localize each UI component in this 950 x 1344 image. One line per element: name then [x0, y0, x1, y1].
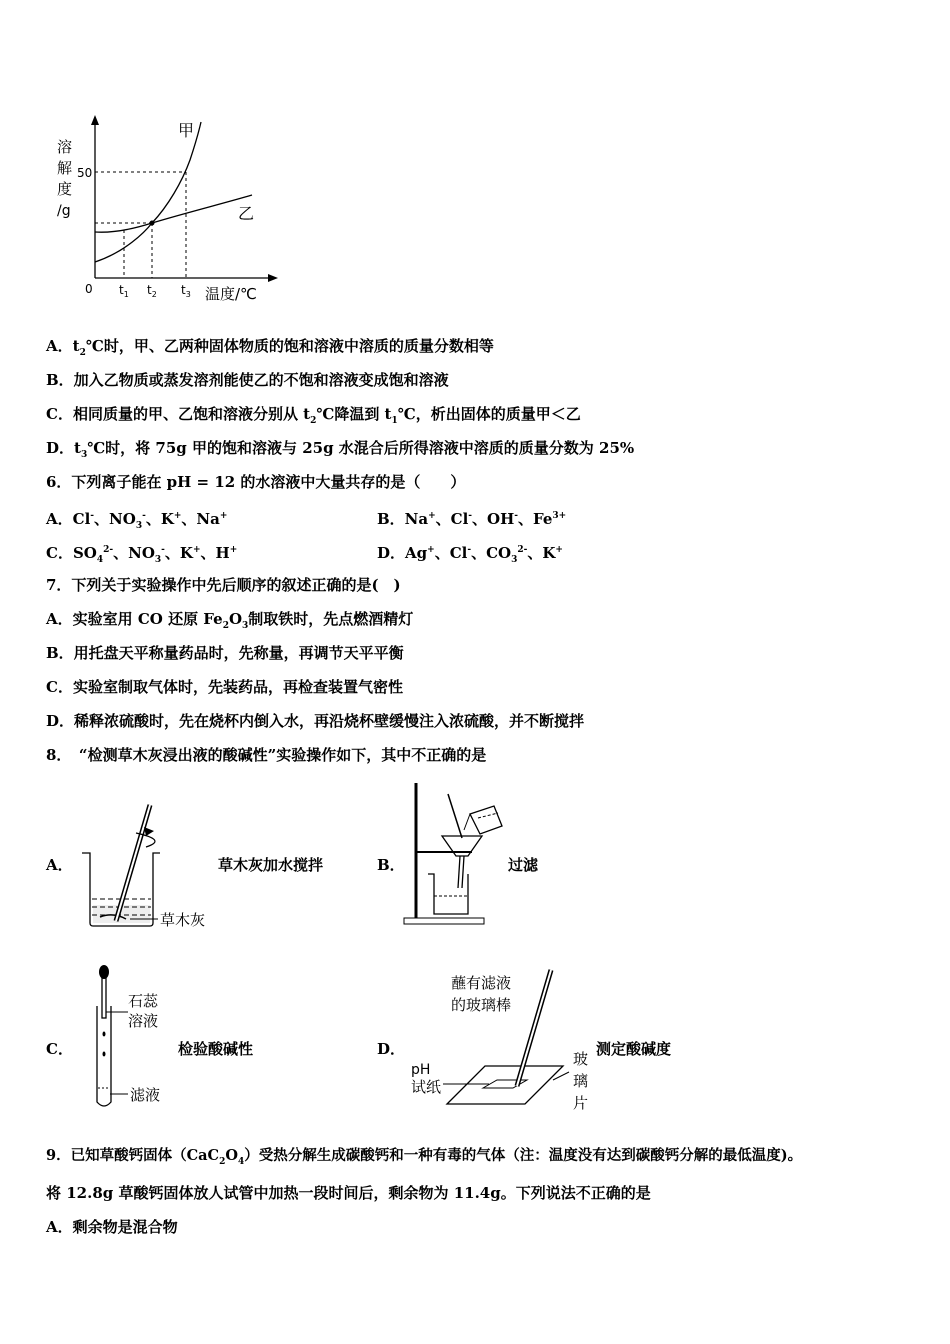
q5-option-a: A．$t_2℃$时，甲、乙两种固体物质的饱和溶液中溶质的质量分数相等: [46, 337, 494, 358]
x-tick-t3: t: [181, 283, 186, 297]
label-litmus-1: 石蕊: [128, 992, 159, 1010]
x-tick-t1: t: [119, 283, 124, 297]
svg-text:t1: [119, 283, 129, 299]
y-label-3: 度: [57, 180, 73, 198]
intersection-point: [150, 221, 155, 226]
q9-option-a: A．剩余物是混合物: [46, 1218, 178, 1236]
q8-c-caption: 检验酸碱性: [178, 1040, 254, 1058]
origin-label: 0: [85, 282, 93, 296]
x-tick-t3-sub: 3: [185, 290, 191, 299]
q7-option-a: A．实验室用 CO 还原 $Fe_2O_3$制取铁时，先点燃酒精灯: [46, 610, 414, 631]
q6-option-a: A．Cl-、$NO_3^-$、K+、Na+: [46, 510, 228, 531]
curve-jia: [95, 122, 201, 262]
label-ph-2: 试纸: [411, 1078, 442, 1096]
q7-option-b: B．用托盘天平称量药品时，先称量，再调节天平平衡: [46, 644, 404, 662]
curve-yi: [95, 195, 255, 232]
q5-option-c: C．相同质量的甲、乙饱和溶液分别从 $t_2℃$降温到 $t_1℃$，析出固体的质量甲＜乙: [46, 405, 581, 426]
q8-a-letter: A．: [46, 856, 73, 874]
ph-paper-figure: [405, 962, 600, 1117]
label-glass-3: 片: [573, 1094, 589, 1112]
q7-stem: 7．下列关于实验操作中先后顺序的叙述正确的是( ): [46, 576, 401, 594]
curve-jia-label: 甲: [178, 121, 195, 140]
q8-b-caption: 过滤: [508, 856, 539, 874]
solubility-graph: [50, 110, 280, 310]
label-ph-1: pH: [411, 1062, 431, 1078]
y-tick-50: 50: [77, 166, 93, 180]
filtration-figure: [400, 778, 510, 928]
label-filtrate: 滤液: [130, 1086, 161, 1104]
svg-text:t3: [181, 283, 191, 299]
q8-d-caption: 测定酸碱度: [596, 1040, 672, 1058]
beaker-stirring-figure: [78, 795, 228, 935]
label-ash: 草木灰: [160, 911, 206, 929]
q5-option-b: B．加入乙物质或蒸发溶剂能使乙的不饱和溶液变成饱和溶液: [46, 371, 449, 389]
q6-option-c: C．$SO_4^{2-}$、$NO_3^-$、K+、H+: [46, 544, 238, 565]
q5-option-d: D．$t_3℃$时，将 75g 甲的饱和溶液与 25g 水混合后所得溶液中溶质的质量分数为 25%: [46, 439, 635, 460]
x-tick-t2-sub: 2: [151, 290, 157, 299]
label-glass-1: 玻: [573, 1050, 589, 1068]
q7-option-d: D．稀释浓硫酸时，先在烧杯内倒入水，再沿烧杯壁缓慢注入浓硫酸，并不断搅拌: [46, 712, 585, 730]
q8-c-letter: C．: [46, 1040, 73, 1058]
curve-yi-label: 乙: [238, 204, 255, 223]
y-label-1: 溶: [57, 138, 73, 156]
q6-stem: 6．下列离子能在 pH = 12 的水溶液中大量共存的是（ ）: [46, 473, 466, 491]
label-glass-2: 璃: [573, 1072, 589, 1090]
x-tick-t2: t: [147, 283, 152, 297]
q7-option-c: C．实验室制取气体时，先装药品，再检查装置气密性: [46, 678, 403, 696]
x-tick-t1-sub: 1: [123, 290, 129, 299]
label-rod-1: 蘸有滤液: [451, 974, 512, 992]
y-label-4: /g: [57, 203, 71, 219]
q9-stem-line-2: 将 12.8g 草酸钙固体放人试管中加热一段时间后，剩余物为 11.4g。下列说法不正确的是: [46, 1184, 651, 1202]
q8-b-letter: B．: [377, 856, 405, 874]
svg-text:t2: [147, 283, 157, 299]
q6-option-d: D．Ag+、Cl-、$CO_3^{2-}$、K+: [377, 544, 563, 565]
test-tube-figure: [88, 962, 178, 1117]
q8-a-caption: 草木灰加水搅拌: [218, 856, 324, 874]
label-rod-2: 的玻璃棒: [451, 996, 512, 1014]
y-label-2: 解: [57, 159, 73, 177]
x-axis-label: 温度/℃: [205, 285, 257, 303]
q8-d-letter: D．: [377, 1040, 406, 1058]
q8-stem: 8． “检测草木灰浸出液的酸碱性”实验操作如下，其中不正确的是: [46, 746, 487, 764]
q9-stem-line-1: 9．已知草酸钙固体$(CaC_2O_4)$受热分解生成碳酸钙和一种有毒的气体（注：温度没有达到碳酸钙分解的最低温度)。: [46, 1147, 803, 1167]
label-litmus-2: 溶液: [128, 1012, 159, 1030]
q6-option-b: B．Na+、Cl-、OH-、$Fe^{3+}$: [377, 510, 567, 528]
